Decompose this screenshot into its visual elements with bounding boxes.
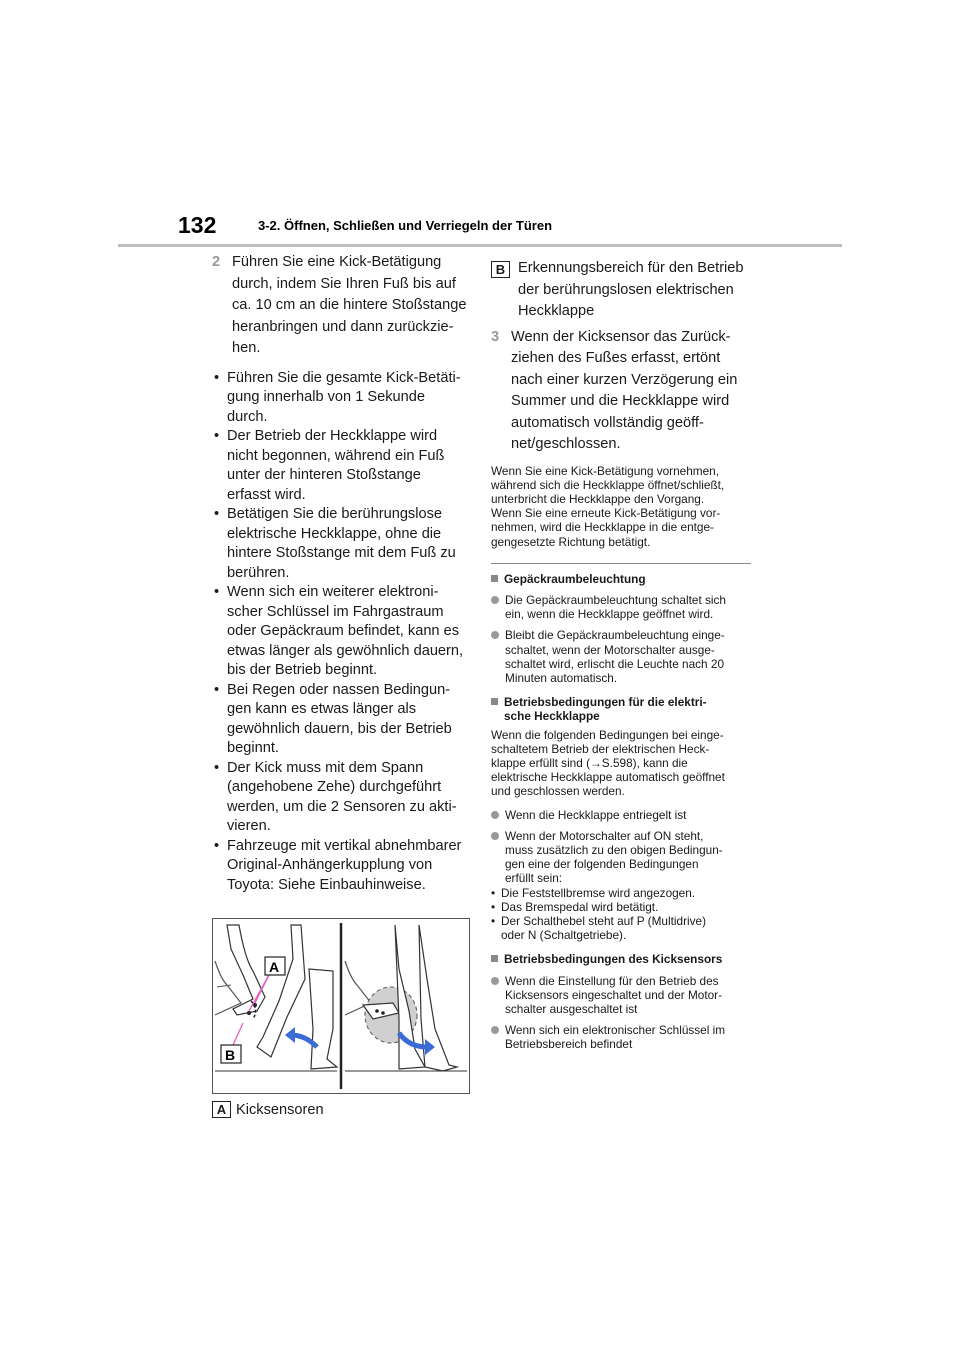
step-line: heranbringen und dann zurückzie- (232, 318, 454, 335)
text-line: nehmen, wird die Heckklappe in die entge- (491, 520, 714, 535)
list-item: • Der Kick muss mit dem Spann (angehobene Zehe) durchgeführt werden, um die 2 Sensoren zu akti- vieren. (212, 759, 468, 837)
right-column (491, 258, 751, 1052)
step-line: net/geschlossen. (511, 436, 621, 452)
sub-list (491, 886, 751, 943)
text-line: Betätigen Sie die berührungslose (227, 506, 443, 522)
text-line: erfüllt sein: (505, 871, 563, 886)
square-bullet-icon (491, 575, 498, 582)
kick-sensor-illustration (212, 918, 470, 1094)
heading-luggage-light (491, 572, 751, 586)
text-line: ein, wenn die Heckklappe geöffnet wird. (505, 607, 714, 622)
step-number: 2 (212, 254, 221, 270)
list-item (491, 593, 751, 621)
text-line: durch. (227, 408, 268, 425)
kicking-leg (227, 925, 265, 1015)
definition-tag: B (491, 261, 510, 278)
text-line: oder N (Schaltgetriebe). (501, 928, 627, 943)
heading-kick-sensor-conditions (491, 952, 751, 966)
left-column (212, 252, 468, 1118)
text-line: elektrische Heckklappe automatisch geöffnet (491, 770, 725, 785)
step-line: automatisch vollständig geöff- (511, 414, 704, 431)
pointer-line (233, 1023, 243, 1045)
text-line: der berührungslosen elektrischen (518, 281, 734, 298)
list-item (491, 974, 751, 1017)
text-line: gewöhnlich dauern, bis der Betrieb (227, 720, 452, 737)
text-line: schaltet, wenn der Motorschalter ausge- (505, 642, 715, 657)
text-line: Bleibt die Gepäckraumbeleuchtung einge- (505, 628, 725, 643)
text-line: Betriebsbereich befindet (505, 1037, 633, 1052)
text-line: schaltet wird, erlischt die Leuchte nach 20 (505, 656, 725, 671)
list-item: • Der Betrieb der Heckklappe wird nicht begonnen, während ein Fuß unter der hinteren Stoßstange erfasst wird. (212, 427, 468, 505)
text-line: beginnt. (227, 740, 279, 756)
list-item (491, 1023, 751, 1051)
text-line: Der Betrieb der Heckklappe wird (227, 428, 438, 444)
figure-caption (212, 1101, 468, 1118)
text-line: scher Schlüssel im Fahrgastraum (227, 603, 444, 620)
heading-text: Betriebsbedingungen des Kicksensors (504, 952, 723, 967)
intro-paragraph (491, 728, 751, 799)
text-line: Wenn sich ein weiterer elektroni- (227, 584, 439, 600)
text-line: etwas länger als gewöhnlich dauern, (227, 642, 464, 659)
label-a: A (269, 959, 280, 975)
list-item: • Wenn sich ein weiterer elektroni- scher Schlüssel im Fahrgastraum oder Gepäckraum befindet, kann es etwas länger als gewöhnlich dauern, bis der Betrieb beginnt. (212, 583, 468, 681)
page-number: 132 (178, 212, 217, 238)
text-line: Wenn die Einstellung für den Betrieb des (505, 973, 719, 988)
step-3 (491, 327, 751, 456)
step-line: ca. 10 cm an die hintere Stoßstange (232, 297, 467, 313)
label-b: B (225, 1047, 236, 1063)
note-paragraph (491, 464, 751, 549)
list-item (491, 829, 751, 886)
step-line: Summer und die Heckklappe wird (511, 393, 730, 409)
text-line: Der Schalthebel steht auf P (Multidrive) (501, 913, 707, 928)
step-line: nach einer kurzen Verzögerung ein (511, 371, 738, 388)
list-item: • Führen Sie die gesamte Kick-Betäti- gung innerhalb von 1 Sekunde durch. (212, 369, 468, 428)
text-line: Die Gepäckraumbeleuchtung schaltet sich (505, 592, 726, 607)
kick-arrowhead (285, 1027, 295, 1043)
definition-b (491, 258, 751, 323)
sensor-dot-right (381, 1011, 385, 1015)
text-line: klappe erfüllt sind (→S.598), kann die (491, 755, 688, 770)
text-line: Wenn der Motorschalter auf ON steht, (505, 828, 704, 843)
text-line: Der Kick muss mit dem Spann (227, 759, 424, 776)
text-line: während sich die Heckklappe öffnet/schließt, (491, 477, 725, 492)
text-line: Führen Sie die gesamte Kick-Betäti- (227, 369, 461, 386)
square-bullet-icon (491, 698, 498, 705)
sensor-dot-right (375, 1009, 379, 1013)
text-line: Bei Regen oder nassen Bedingun- (227, 681, 451, 698)
heading-power-tailgate-conditions (491, 695, 751, 723)
circle-bullet-icon (491, 1026, 499, 1034)
text-line: Das Bremspedal wird betätigt. (501, 899, 659, 914)
text-line: berühren. (227, 564, 290, 581)
circle-bullet-icon (491, 596, 499, 604)
list-item (491, 808, 751, 822)
bullet-list (212, 369, 468, 896)
text-line: schalter ausgeschaltet ist (505, 1002, 638, 1016)
text-line: Wenn die folgenden Bedingungen bei einge- (491, 727, 724, 742)
list-item: • Bei Regen oder nassen Bedingun- gen kann es etwas länger als gewöhnlich dauern, bis der Betrieb beginnt. (212, 681, 468, 759)
step-number: 3 (491, 328, 500, 345)
text-line: unter der hinteren Stoßstange (227, 467, 421, 483)
step-line: hen. (232, 340, 261, 356)
text-line: Die Feststellbremse wird angezogen. (501, 885, 696, 900)
list-item (491, 628, 751, 685)
circle-bullet-icon (491, 631, 499, 639)
text-line: muss zusätzlich zu den obigen Bedingun- (505, 842, 723, 857)
text-line: elektrische Heckklappe, ohne die (227, 525, 442, 542)
text-line: nicht begonnen, während ein Fuß (227, 447, 445, 464)
caption-text: Kicksensoren (236, 1101, 324, 1118)
sub-list-item: • Die Feststellbremse wird angezogen. (491, 885, 696, 900)
text-line: Toyota: Siehe Einbauhinweise. (227, 876, 426, 893)
list-item: • Betätigen Sie die berührungslose elektrische Heckklappe, ohne die hintere Stoßstange mit dem Fuß zu berühren. (212, 505, 468, 583)
circle-bullet-icon (491, 832, 499, 840)
text-line: bis der Betrieb beginnt. (227, 662, 378, 678)
text-line: schaltetem Betrieb der elektrischen Heck- (491, 741, 710, 756)
text-line: Fahrzeuge mit vertikal abnehmbarer (227, 837, 462, 854)
square-bullet-icon (491, 955, 498, 962)
text-line: und geschlossen werden. (491, 784, 625, 799)
text-line: erfasst wird. (227, 486, 306, 503)
step-line: Wenn der Kicksensor das Zurück- (511, 328, 731, 345)
sensor-dot (247, 1011, 251, 1015)
heading-text: Betriebsbedingungen für die elektri- (504, 695, 707, 710)
heading-text: Gepäckraumbeleuchtung (504, 571, 646, 586)
step-line: durch, indem Sie Ihren Fuß bis auf (232, 275, 456, 292)
text-line: Wenn sich ein elektronischer Schlüssel im (505, 1023, 726, 1038)
section-title: 3-2. Öffnen, Schließen und Verriegeln der Türen (258, 218, 553, 233)
step-line: Führen Sie eine Kick-Betätigung (232, 254, 442, 270)
text-line: unterbricht die Heckklappe den Vorgang. (491, 491, 705, 506)
text-line: Wenn Sie eine erneute Kick-Betätigung vor- (491, 506, 721, 521)
kick-illustration-drawing (213, 919, 469, 1093)
list-item: • Fahrzeuge mit vertikal abnehmbarer Original-Anhängerkupplung von Toyota: Siehe Einbauhinweise. (212, 837, 468, 896)
header-divider (118, 244, 842, 247)
text-line: Minuten automatisch. (505, 670, 618, 685)
text-line: Kicksensors eingeschaltet und der Motor- (505, 987, 723, 1002)
text-line: Heckklappe (518, 303, 595, 319)
text-line: gen kann es etwas länger als (227, 701, 417, 717)
circle-bullet-icon (491, 811, 499, 819)
text-line: oder Gepäckraum befindet, kann es (227, 623, 460, 639)
text-line: (angehobene Zehe) durchgeführt (227, 779, 442, 795)
heading-text: sche Heckklappe (504, 709, 600, 724)
text-line: gengesetzte Richtung betätigt. (491, 534, 651, 549)
step-line: ziehen des Fußes erfasst, ertönt (511, 350, 721, 366)
text-line: gen eine der folgenden Bedingungen (505, 857, 699, 872)
text-line: werden, um die 2 Sensoren zu akti- (227, 798, 457, 815)
caption-tag: A (212, 1101, 231, 1118)
sub-list-item: • Der Schalthebel steht auf P (Multidrive) oder N (Schaltgetriebe). (491, 913, 707, 943)
step-2 (212, 252, 468, 360)
sub-list-item: • Das Bremspedal wird betätigt. (491, 899, 659, 914)
text-line: Original-Anhängerkupplung von (227, 857, 433, 873)
section-divider (491, 563, 751, 564)
circle-bullet-icon (491, 977, 499, 985)
second-leg (309, 969, 337, 1069)
text-line: gung innerhalb von 1 Sekunde (227, 389, 425, 405)
text-line: vieren. (227, 818, 271, 834)
text-line: Erkennungsbereich für den Betrieb (518, 260, 744, 276)
text-line: hintere Stoßstange mit dem Fuß zu (227, 545, 456, 561)
text-line: Wenn Sie eine Kick-Betätigung vornehmen, (491, 463, 719, 478)
text-line: Wenn die Heckklappe entriegelt ist (505, 807, 687, 822)
